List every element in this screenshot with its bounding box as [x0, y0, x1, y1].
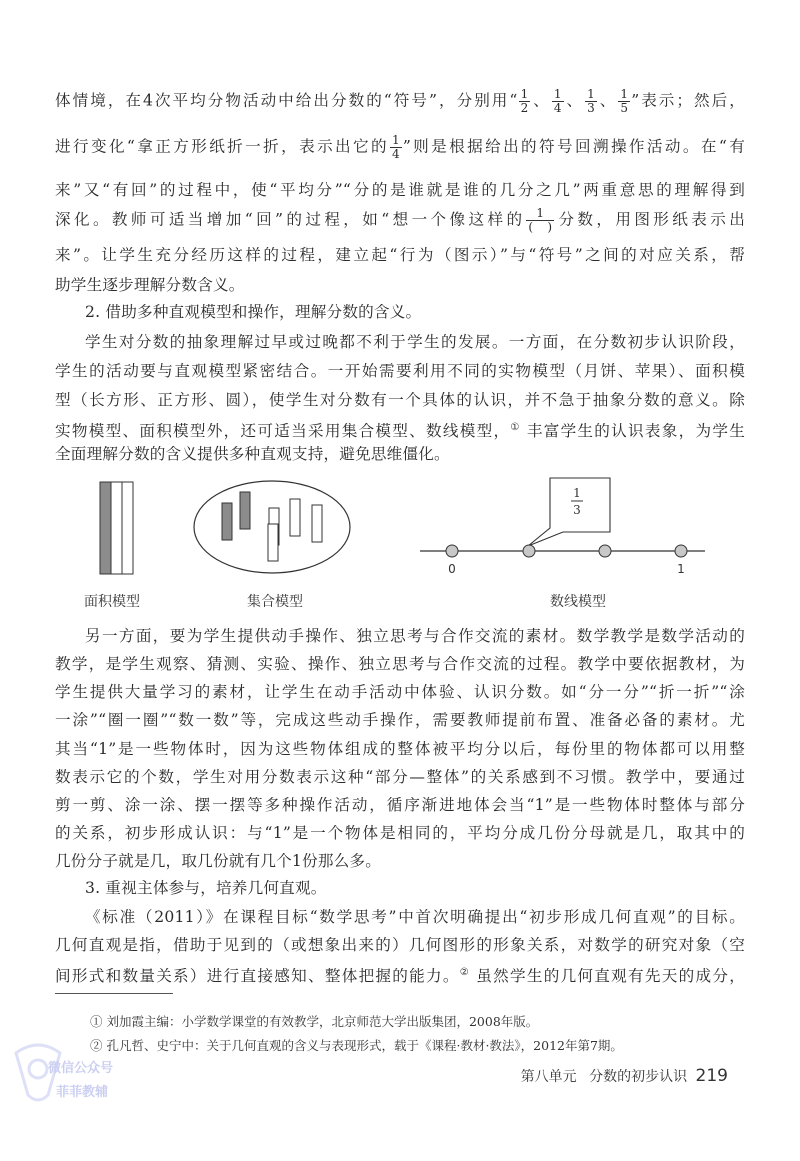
text-line-25: [55, 963, 745, 986]
callout-box: [528, 478, 610, 546]
fraction-numerator: 1: [587, 87, 595, 101]
page-number: 219: [695, 1066, 728, 1086]
set-item: [268, 524, 278, 561]
area-strip-shaded: [100, 482, 111, 574]
footnote-1: ① 刘加霞主编：小学数学课堂的有效教学，北京师范大学出版集团，2008年版。: [90, 1014, 539, 1029]
text-segment: ”则是根据给出的符号回溯操作活动。在“有: [402, 137, 745, 156]
number-line-model: [420, 478, 705, 576]
callout-fraction-numerator: 1: [573, 486, 581, 500]
text-segment: 虽然学生的几何直观有先天的成分，: [470, 967, 746, 986]
text-line-12: 全面理解分数的含义提供多种直观支持，避免思维僵化。: [55, 445, 450, 463]
text-segment: ”表示；然后，: [631, 91, 746, 110]
text-segment: 、: [564, 91, 585, 110]
area-strip: [122, 482, 133, 574]
set-item: [312, 505, 322, 542]
text-line-14: 教学，是学生观察、猜测、实验、操作、独立思考与合作交流的过程。教学中要依据教材，为: [55, 655, 745, 673]
text-segment: 深化。教师可适当增加“回”的过程，如“想一个像这样的: [55, 210, 526, 229]
text-line-21: 几份分子就是几，取几份就有几个1份那么多。: [55, 852, 381, 870]
text-line-1: [55, 88, 745, 115]
fraction-denominator: 5: [620, 101, 629, 115]
fraction-one-quarter-inline: [390, 134, 402, 161]
set-item-shaded: [240, 492, 250, 529]
fraction-numerator: 1: [526, 207, 554, 221]
set-item-shaded: [222, 503, 232, 540]
footnote-2: ② 孔凡哲、史宁中：关于几何直观的含义与表现形式，载于《课程·教材·教法》，2012年第7期。: [90, 1038, 623, 1053]
footnote-divider: [55, 993, 173, 994]
number-line-zero-label: 0: [448, 562, 456, 576]
fraction-blank-denominator: [526, 207, 554, 234]
text-segment: 进行变化“拿正方形纸折一折，表示出它的: [55, 137, 389, 156]
fraction-numerator: 1: [620, 87, 629, 101]
set-item: [290, 499, 300, 536]
section-heading-3: 3. 重视主体参与，培养几何直观。: [85, 879, 327, 897]
number-line-node: [675, 545, 687, 557]
fraction-one-third: [585, 88, 597, 115]
area-strip: [111, 482, 122, 574]
fraction-denominator: 3: [587, 101, 595, 115]
number-line-node: [446, 545, 458, 557]
text-line-24: 几何直观是指，借助于见到的（或想象出来的）几何图形的形象关系，对数学的研究对象（空: [55, 936, 745, 954]
text-line-13: 另一方面，要为学生提供动手操作、独立思考与合作交流的素材。数学教学是数学活动的: [85, 627, 745, 645]
fraction-denominator: 4: [553, 101, 562, 115]
text-line-19: 剪一剪、涂一涂、摆一摆等多种操作活动，循序渐进地体会当“1”是一些物体时整体与部分: [55, 796, 745, 814]
fraction-denominator: 4: [391, 147, 400, 161]
text-segment: 分数，用图形纸表示出: [555, 210, 745, 229]
fraction-numerator: 1: [520, 87, 529, 101]
text-line-8: 学生对分数的抽象理解过早或过晚都不利于学生的发展。一方面，在分数初步认识阶段，: [85, 333, 745, 351]
fraction-denominator: 2: [520, 101, 529, 115]
fraction-one-half: [519, 88, 531, 115]
footer-title: 分数的初步认识: [589, 1069, 688, 1085]
text-line-18: 数表示它的个数，学生对用分数表示这种“部分—整体”的关系感到不习惯。教学中，要通过: [55, 768, 745, 786]
text-line-17: 其当“1”是一些物体时，因为这些物体组成的整体被平均分以后，每份里的物体都可以用整: [55, 740, 745, 758]
text-line-2: [55, 134, 745, 161]
number-line-one-label: 1: [677, 562, 685, 576]
text-line-15: 学生提供大量学习的素材，让学生在动手活动中体验、认识分数。如“分一分”“折一折”“涂: [55, 683, 745, 701]
fraction-one-quarter: [552, 88, 564, 115]
footer-unit: 第八单元: [520, 1069, 577, 1085]
text-line-4: [55, 207, 745, 234]
text-line-11: [55, 418, 745, 441]
text-line-5: 来”。让学生充分经历这样的过程，建立起“行为（图示）”与“符号”之间的对应关系，帮: [55, 246, 745, 264]
text-segment: 、: [597, 91, 618, 110]
text-segment: 实物模型、面积模型外，还可适当采用集合模型、数线模型，: [55, 422, 511, 441]
area-model: [100, 482, 133, 574]
text-line-6: 助学生逐步理解分数含义。: [55, 276, 245, 294]
fraction-numerator: 1: [553, 87, 562, 101]
number-line-model-label: 数线模型: [550, 594, 606, 610]
watermark: [8, 1035, 148, 1135]
text-segment: 丰富学生的认识表象，为学生: [520, 422, 746, 441]
text-line-3: 来”又“有回”的过程中，使“平均分”“分的是谁就是谁的几分之几”两重意思的理解得到: [55, 181, 745, 199]
set-model: [194, 481, 350, 573]
number-line-node: [599, 545, 611, 557]
footnote-marker-1: ①: [510, 422, 521, 433]
fraction-one-fifth: [618, 88, 630, 115]
set-model-label: 集合模型: [247, 594, 303, 610]
watermark-line-2: 菲菲教辅: [56, 1085, 109, 1100]
text-line-20: 的关系，初步形成认识：与“1”是一个物体是相同的，平均分成几份分母就是几，取其中的: [55, 824, 745, 842]
footnote-marker-2: ②: [459, 967, 471, 978]
text-segment: 间形式和数量关系）进行直接感知、整体把握的能力。: [55, 967, 460, 986]
callout-fraction-denominator: 3: [573, 503, 581, 517]
watermark-line-1: 微信公众号: [48, 1061, 114, 1076]
area-model-label: 面积模型: [84, 594, 140, 610]
models-figure: [80, 470, 730, 620]
page-footer: [521, 1066, 728, 1086]
text-line-23: 《标准（2011）》在课程目标“数学思考”中首次明确提出“初步形成几何直观”的目标。: [85, 908, 745, 926]
fraction-numerator: 1: [391, 133, 400, 147]
number-line-node: [523, 545, 535, 557]
models-diagram: [80, 470, 730, 620]
section-heading-2: 2. 借助多种直观模型和操作，理解分数的含义。: [85, 303, 422, 321]
fraction-denominator: ( ): [528, 220, 553, 234]
text-line-10: 型（长方形、正方形、圆），使学生对分数有一个具体的认识，并不急于抽象分数的意义。除: [55, 391, 745, 409]
text-segment: 体情境，在4次平均分物活动中给出分数的“符号”，分别用“: [55, 91, 518, 110]
text-line-9: 学生的活动要与直观模型紧密结合。一开始需要利用不同的实物模型（月饼、苹果）、面积模: [55, 362, 745, 380]
text-line-16: 一涂”“圈一圈”“数一数”等，完成这些动手操作，需要教师提前布置、准备必备的素材。尤: [55, 711, 745, 729]
text-segment: 、: [531, 91, 551, 110]
